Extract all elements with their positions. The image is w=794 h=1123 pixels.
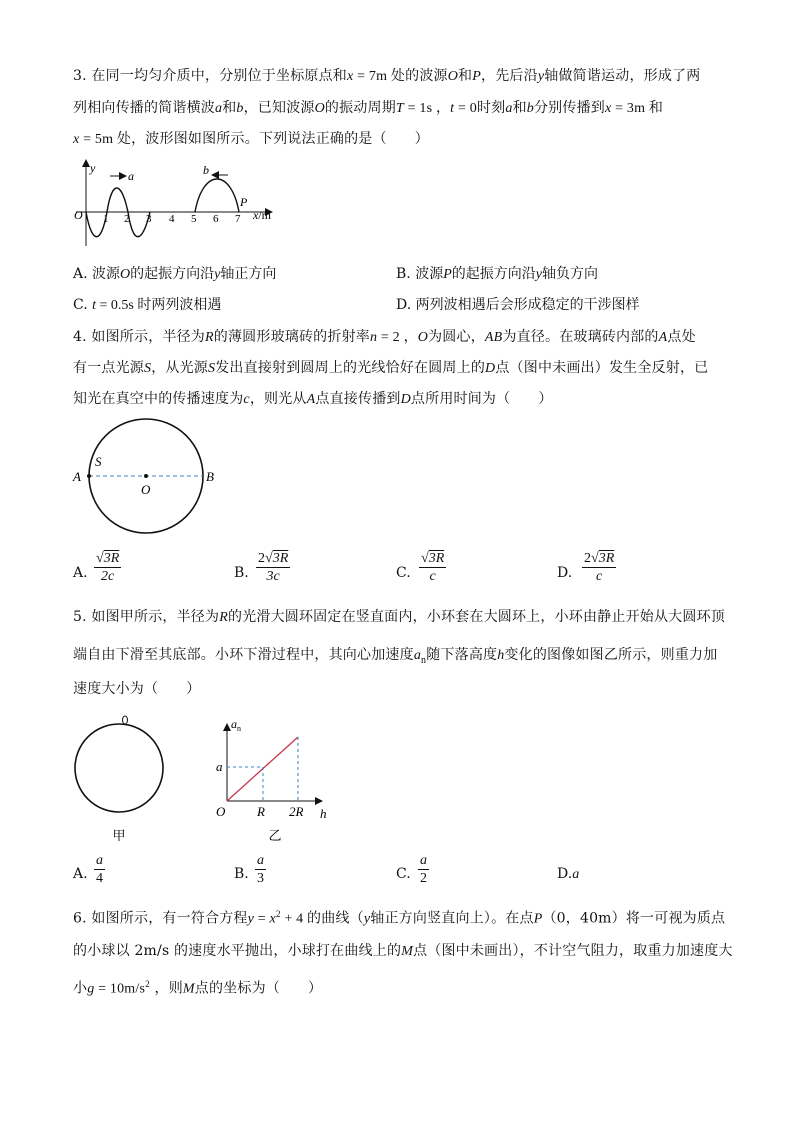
q6-line-3: 小$g = 10m/s^2$ ，则M点的坐标为（ ）	[73, 979, 323, 997]
q3-option-D[interactable]: D. 两列波相遇后会形成稳定的干涉图样	[396, 297, 640, 313]
q4-line-2: 有一点光源S，从光源S发出直接射到圆周上的光线恰好在圆周上的D点（图中未画出）发生全反射，已	[73, 360, 709, 376]
q3-tick-5: 5	[191, 213, 197, 225]
q3-label-a: a	[128, 169, 134, 183]
q5-label-h: h	[320, 806, 327, 821]
q4-label-B: B	[206, 469, 214, 484]
q5-small-ring	[123, 716, 128, 724]
q4-label-S: S	[95, 454, 102, 469]
q5-option-C[interactable]: C.	[396, 866, 411, 882]
q3-line-3: x = 5m 处，波形图如图所示。下列说法正确的是（ ）	[73, 131, 429, 147]
q5-label-jia: 甲	[112, 828, 126, 843]
q3-tick-6: 6	[213, 213, 219, 225]
q4-line-1: 4. 如图所示，半径为R的薄圆形玻璃砖的折射率n = 2 ，O为圆心，AB为直径。在玻璃砖内部的A点处	[73, 329, 696, 345]
q5-line-3: 速度大小为（ ）	[73, 681, 201, 697]
q4-option-C[interactable]: C.	[396, 565, 411, 581]
q3-option-B[interactable]: B. 波源P的起振方向沿y轴负方向	[396, 266, 598, 282]
q5-option-A-fraction: $\frac{a}{4}$	[96, 853, 103, 886]
q4-option-D[interactable]: D.	[557, 565, 573, 581]
q6-line-2: 的小球以 2m/s 的速度水平抛出，小球打在曲线上的M点（图中未画出），不计空气阻力，取重力加速度大	[73, 943, 733, 959]
q3-origin-label: O	[74, 208, 83, 222]
q5-line-2: 端自由下滑至其底部。小环下滑过程中，其向心加速度$a_n$随下落高度h变化的图像如图乙所示，则重力加	[73, 647, 718, 666]
q5-label-an: $a_n$	[231, 717, 241, 733]
q4-label-A: A	[73, 469, 81, 484]
q5-big-ring	[75, 724, 163, 812]
q5-option-C-fraction: $\frac{a}{2}$	[420, 853, 427, 886]
q3-option-A[interactable]: A. 波源O的起振方向沿y轴正方向	[73, 266, 277, 282]
q3-tick-1: 1	[103, 213, 109, 225]
q5-label-R: R	[257, 804, 265, 819]
q3-tick-7: 7	[235, 213, 241, 225]
q3-tick-3: 3	[146, 213, 152, 225]
q3-line-2: 列相向传播的简谐横波a和b，已知波源O的振动周期T = 1s ，t = 0时刻a和b分别传播到x = 3m 和	[73, 100, 664, 116]
q5-label-a: a	[216, 759, 223, 774]
q3-option-C[interactable]: C. t = 0.5s 时两列波相遇	[73, 297, 222, 313]
q4-option-D-fraction: $\frac{2√3R}{c}$	[584, 551, 615, 584]
q3-line-1: 3. 在同一均匀介质中，分别位于坐标原点和x = 7m 处的波源O和P，先后沿y轴做简谐运动，形成了两	[73, 68, 701, 84]
q4-option-A-fraction: $\frac{√3R}{2c}$	[96, 551, 120, 584]
q3-y-label: y	[90, 161, 96, 175]
q3-tick-4: 4	[169, 213, 175, 225]
q4-option-B[interactable]: B.	[234, 565, 249, 581]
q4-line-3: 知光在真空中的传播速度为c，则光从A点直接传播到D点所用时间为（ ）	[73, 391, 553, 407]
q3-tick-2: 2	[124, 213, 130, 225]
q5-label-O: O	[216, 804, 226, 819]
q3-x-label: x/m	[253, 208, 271, 222]
q5-label-2R: 2R	[289, 804, 304, 819]
q3-label-P: P	[240, 195, 248, 209]
q3-label-b: b	[203, 163, 209, 177]
q5-option-A[interactable]: A.	[73, 866, 88, 882]
q5-option-B-fraction: $\frac{a}{3}$	[257, 853, 264, 886]
q5-option-D[interactable]: D.a	[557, 866, 580, 882]
q4-option-B-fraction: $\frac{2√3R}{3c}$	[258, 551, 289, 584]
q5-option-B[interactable]: B.	[234, 866, 249, 882]
q5-line-1: 5. 如图甲所示，半径为R的光滑大圆环固定在竖直面内，小环套在大圆环上，小环由静止开始从大圆环顶	[73, 609, 725, 625]
q6-line-1: 6. 如图所示，有一符合方程$y = x^2 + 4$ 的曲线（y轴正方向竖直向上）。在点P（0，40m）将一可视为质点	[73, 909, 726, 927]
q4-option-C-fraction: $\frac{√3R}{c}$	[421, 551, 445, 584]
q4-label-O: O	[141, 482, 151, 497]
q5-label-yi: 乙	[268, 828, 282, 843]
q4-option-A[interactable]: A.	[73, 565, 88, 581]
